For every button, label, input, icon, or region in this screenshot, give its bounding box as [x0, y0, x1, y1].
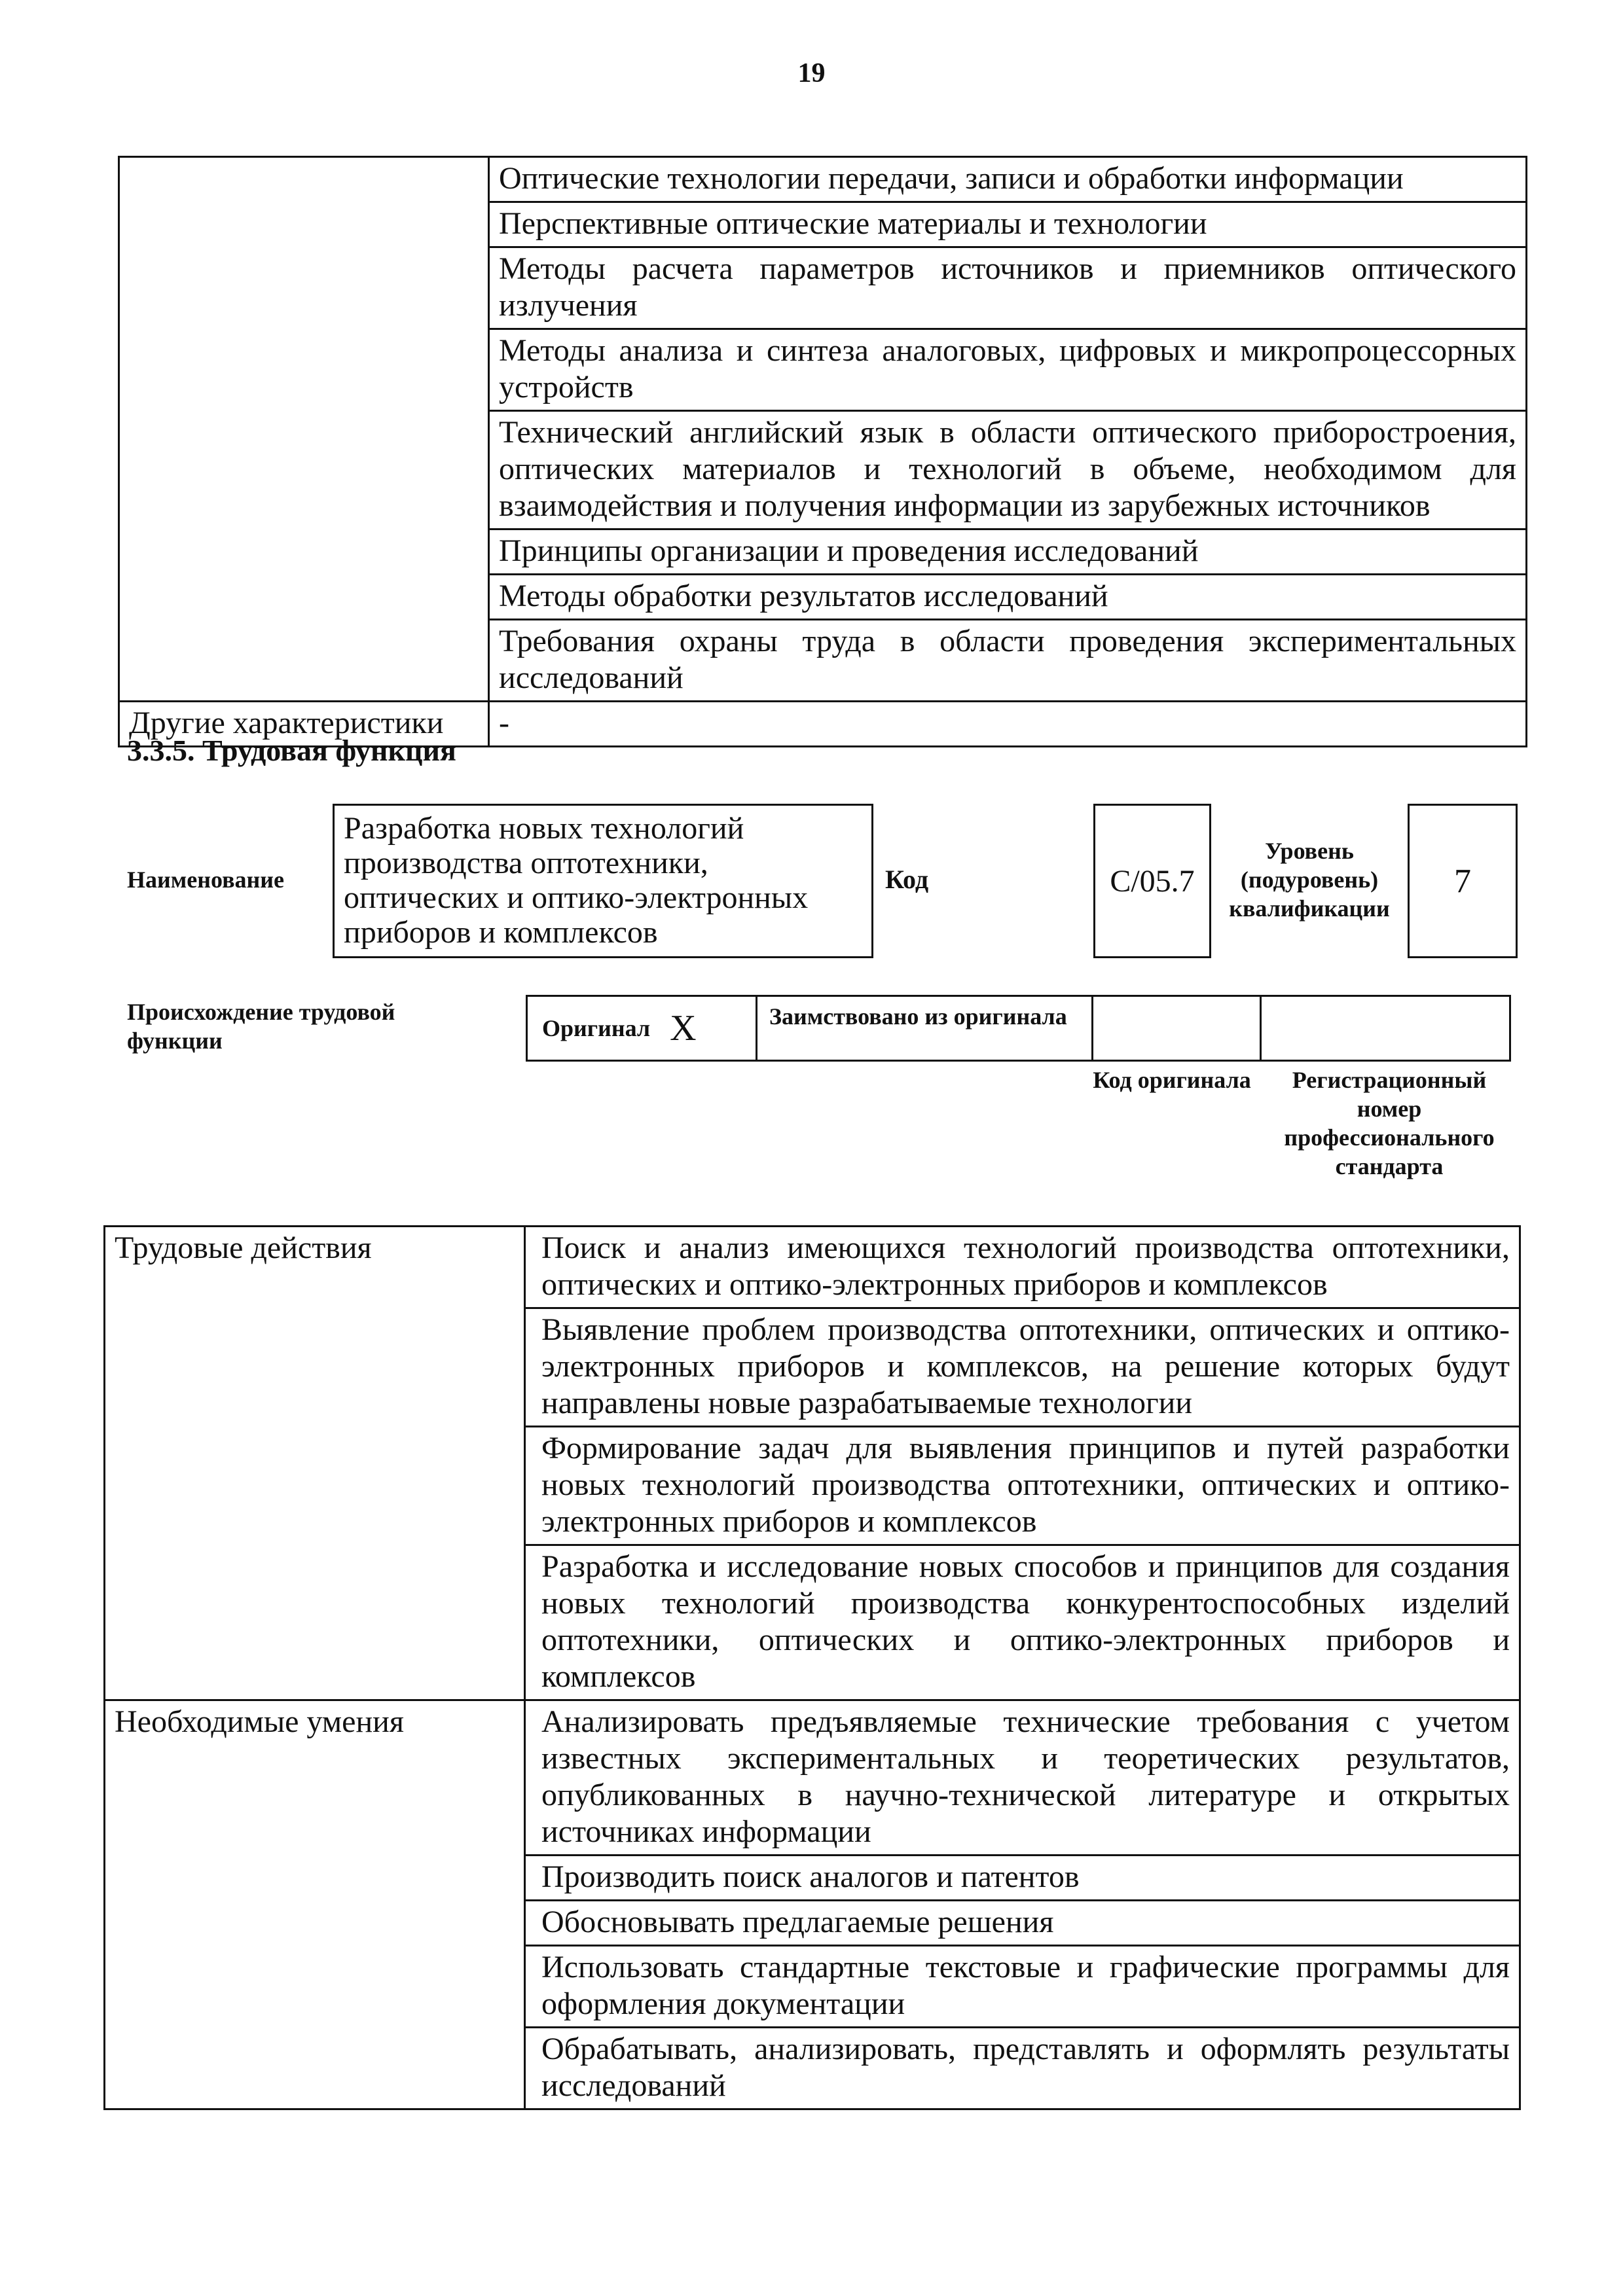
- knowledge-item: Оптические технологии передачи, записи и обработки информации: [489, 157, 1527, 202]
- knowledge-item: Принципы организации и проведения исследований: [489, 529, 1527, 575]
- qualification-level-label: [1218, 836, 1401, 923]
- labor-action-item: Поиск и анализ имеющихся технологий производства оптотехники, оптических и оптико-электронных приборов и комплексов: [525, 1227, 1520, 1308]
- knowledge-item: Методы анализа и синтеза аналоговых, цифровых и микропроцессорных устройств: [489, 329, 1527, 411]
- table-row: [119, 157, 1527, 202]
- code-label: Код: [885, 865, 929, 894]
- origin-label: Происхождение трудовой функции: [127, 999, 395, 1054]
- other-characteristics-value: -: [489, 702, 1527, 747]
- labor-action-item: Разработка и исследование новых способов и принципов для создания новых технологий производства конкурентоспособных изделий оптотехники, оптических и оптико-электронных приборов и комплексов: [525, 1545, 1520, 1700]
- empty-label-cell: [119, 157, 489, 702]
- knowledge-table: [118, 156, 1527, 747]
- borrowed-cell: Заимствовано из оригинала: [756, 995, 1093, 1062]
- knowledge-item: Требования охраны труда в области проведения экспериментальных исследований: [489, 620, 1527, 702]
- other-characteristics-label: Другие характеристики: [119, 702, 489, 747]
- labor-action-item: Формирование задач для выявления принципов и путей разработки новых технологий производства оптотехники, оптических и оптико-электронных приборов и комплексов: [525, 1427, 1520, 1545]
- registration-number-cell: [1260, 995, 1511, 1062]
- section-title: 3.3.5. Трудовая функция: [127, 734, 456, 767]
- skill-item: Использовать стандартные текстовые и графические программы для оформления документации: [525, 1946, 1520, 2028]
- qualification-level-box: 7: [1408, 804, 1518, 958]
- level-label-line: квалификации: [1229, 895, 1390, 922]
- registration-number-caption: Регистрационный номер профессионального стандарта: [1284, 1067, 1495, 1179]
- skill-item: Анализировать предъявляемые технические требования с учетом известных экспериментальных и теоретических результатов, опубликованных в научно-технической литературе и открытых источниках информации: [525, 1700, 1520, 1856]
- labor-action-item: Выявление проблем производства оптотехники, оптических и оптико-электронных приборов и комплексов, на решение которых будут направлены новые разрабатываемые технологии: [525, 1308, 1520, 1427]
- original-mark: X: [670, 1008, 697, 1049]
- skill-item: Обосновывать предлагаемые решения: [525, 1901, 1520, 1946]
- function-code-box: C/05.7: [1093, 804, 1211, 958]
- required-skills-label: Необходимые умения: [105, 1700, 525, 2109]
- skill-item: Производить поиск аналогов и патентов: [525, 1856, 1520, 1901]
- knowledge-item: Методы обработки результатов исследований: [489, 575, 1527, 620]
- function-name-box: Разработка новых технологий производства оптотехники, оптических и оптико-электронных приборов и комплексов: [333, 804, 873, 958]
- knowledge-item: Перспективные оптические материалы и технологии: [489, 202, 1527, 247]
- level-label-line: (подуровень): [1240, 867, 1379, 893]
- table-row: [105, 1227, 1520, 1308]
- skill-item: Обрабатывать, анализировать, представлять и оформлять результаты исследований: [525, 2028, 1520, 2109]
- knowledge-item: Технический английский язык в области оптического приборостроения, оптических материалов и технологий в объеме, необходимом для взаимодействия и получения информации из зарубежных источников: [489, 411, 1527, 529]
- page-number: 19: [797, 58, 826, 88]
- function-details-table: [103, 1225, 1521, 2110]
- origin-row: [528, 995, 1516, 1062]
- original-label: Оригинал: [542, 1015, 651, 1041]
- name-label: Наименование: [127, 867, 284, 893]
- level-label-line: Уровень: [1265, 838, 1354, 864]
- labor-actions-label: Трудовые действия: [105, 1227, 525, 1700]
- table-row: [105, 1700, 1520, 1856]
- original-code-cell: [1091, 995, 1262, 1062]
- original-cell: [526, 995, 757, 1062]
- original-code-caption: Код оригинала: [1093, 1067, 1251, 1093]
- knowledge-item: Методы расчета параметров источников и приемников оптического излучения: [489, 247, 1527, 329]
